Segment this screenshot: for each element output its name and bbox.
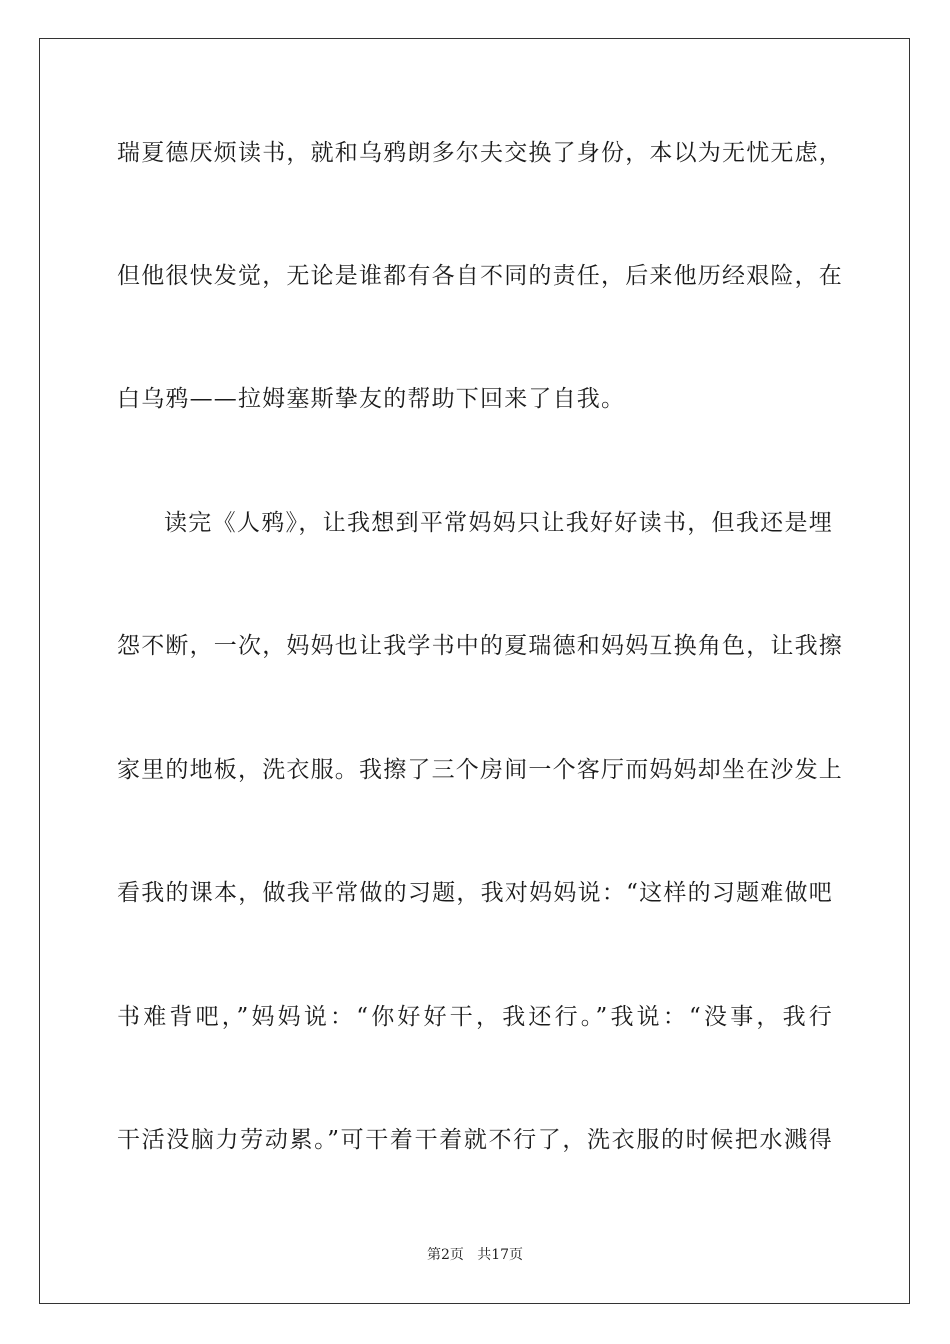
- text-line: 书难背吧，”妈妈说：“你好好干，我还行。”我说：“没事，我行: [117, 1004, 833, 1030]
- paragraph-first-line: 读完《人鸦》，让我想到平常妈妈只让我好好读书，但我还是埋: [164, 510, 833, 536]
- text-line: 白乌鸦——拉姆塞斯挚友的帮助下回来了自我。: [117, 386, 626, 412]
- text-line: 家里的地板，洗衣服。我擦了三个房间一个客厅而妈妈却坐在沙发上: [117, 757, 843, 783]
- page-number-footer: 第2页 共17页: [426, 1247, 524, 1263]
- text-line: 怨不断，一次，妈妈也让我学书中的夏瑞德和妈妈互换角色，让我擦: [117, 633, 843, 659]
- text-line: 瑞夏德厌烦读书，就和乌鸦朗多尔夫交换了身份，本以为无忧无虑，: [117, 140, 843, 166]
- text-line: 干活没脑力劳动累。”可干着干着就不行了，洗衣服的时候把水溅得: [117, 1127, 833, 1153]
- text-line: 看我的课本，做我平常做的习题，我对妈妈说：“这样的习题难做吧: [117, 880, 833, 906]
- text-line: 但他很快发觉，无论是谁都有各自不同的责任，后来他历经艰险，在: [117, 263, 843, 289]
- page-border: [39, 38, 910, 1304]
